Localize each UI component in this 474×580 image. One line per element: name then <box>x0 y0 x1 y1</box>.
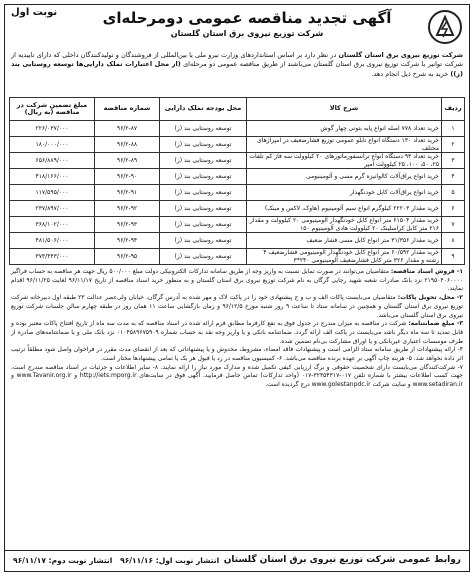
row-number: ۱ <box>442 121 465 137</box>
footer-org: روابط عمومی شرکت توزیع نیروی برق استان گلستان <box>223 555 461 565</box>
guarantee-amount: ۱۱۷/۵۹۵/۰۰۰ <box>10 185 95 201</box>
row-number: ۲ <box>442 137 465 153</box>
term-paragraph <box>11 294 463 320</box>
edition-badge: نوبت اول <box>11 7 58 18</box>
budget-source: توسعه روستایی بند (ز) <box>160 249 247 265</box>
col-row-number: ردیف <box>442 98 465 121</box>
row-number: ۴ <box>442 169 465 185</box>
col-budget-source: محل بودجه تملک دارایی <box>160 98 247 121</box>
term-paragraph <box>11 320 463 346</box>
table-row <box>10 249 465 265</box>
table-header-row <box>10 98 465 121</box>
date2-label: انتشار نوبت دوم: <box>48 556 113 565</box>
item-description: خرید تعداد ۷۷۸ اصله انواع پایه بتونی چهار گوش <box>247 121 442 137</box>
term-text: ۷- شرکت‌کنندگان می‌بایست دارای شخصیت حقوقی و برگ ارزیابی کیفی تکمیل شده و مدارک مورد نیاز را ارائه نمایند. ۸- سایر اطلاعات و جزئیات در اسناد مناقصه مندرج است. جهت کسب اطلاعات بیشتر با شماره تلفن ۰۱۷-۳۲۴۵۴۳۱۷-۰۱۷ (واحد تدارکات) تماس حاصل فرمایید. آگهی فوق در سایت‌های http://iets.mporg.ir و www.Tavanir.org.ir و www.setadiran.ir و سایت شرکت www.golestanpdc.ir درج گردیده است. <box>11 363 463 389</box>
table-row <box>10 185 465 201</box>
guarantee-amount: ۳۷۳/۴۴۳/۰۰۰ <box>10 249 95 265</box>
item-description: خرید مقدار ۲۲۲۰۳ کیلوگرم انواع سیم آلومینیوم (هاوک، لاکس و مینک) <box>247 201 442 217</box>
table-row <box>10 201 465 217</box>
term-paragraph <box>11 364 463 390</box>
date2-value: ۹۶/۱۱/۱۷ <box>13 556 46 565</box>
row-number: ۸ <box>442 233 465 249</box>
guarantee-amount: ۴۱۸/۱۶۶/۰۰۰ <box>10 169 95 185</box>
budget-source: توسعه روستایی بند (ز) <box>160 233 247 249</box>
term-heading: ۳- مبلغ ضمانتنامه: <box>408 320 463 328</box>
notice-header <box>5 5 469 49</box>
page-title: آگهی تجدید مناقصه عمومی دومرحله‌ای <box>102 9 392 27</box>
item-description: خرید تعداد ۹۳ دستگاه انواع ترانسفورماتورهای ۲۰ کیلوولت سه فاز کم تلفات ۲۵، ۵۰، ۱۰۰، ۲۵ کیلوولت آمپر <box>247 153 442 169</box>
term-text: متقاضیان می‌بایست پاکات الف و ب و ج پیشنهادی خود را در پاکت لاک و مهر شده به آدرس گرگان، خیابان ولی‌عصر عدالت ۲۳ طبقه اول دبیرخانه شرکت توزیع نیروی برق استان گلستان و همچنین در سامانه ستاد تا ساعت ۹ روز شنبه مورخ ۹۶/۱۲/۵ و زمان بازگشایی ساعت ۱۱ همان روز در طبقه چهارم سالن جلسات شرکت توزیع نیروی برق استان گلستان می‌باشد. <box>11 294 463 319</box>
footer <box>5 550 469 571</box>
tender-number: ۹۶/۲-۸۷ <box>95 121 160 137</box>
row-number: ۶ <box>442 201 465 217</box>
budget-source: توسعه روستایی بند (ز) <box>160 121 247 137</box>
tender-number: ۹۶/۲-۹۵ <box>95 249 160 265</box>
table-row <box>10 121 465 137</box>
tender-number: ۹۶/۲-۹۰ <box>95 169 160 185</box>
term-paragraph <box>11 346 463 363</box>
tender-number: ۹۶/۲-۹۳ <box>95 217 160 233</box>
intro-tail: خرید به شرح ذیل انجام دهد. <box>371 69 449 78</box>
table-row <box>10 153 465 169</box>
item-description: خرید انواع یراق‌آلات کالوانیزه گرم مسی و آلومینیومی <box>247 169 442 185</box>
guarantee-amount: ۴۸۱/۵۰۶/۰۰۰ <box>10 233 95 249</box>
tender-number: ۹۶/۲-۹۴ <box>95 233 160 249</box>
row-number: ۵ <box>442 185 465 201</box>
item-description: خرید مقدار ۳۱/۳۵۶ متر انواع کابل مسی فشار ضعیف <box>247 233 442 249</box>
intro-lead: شرکت توزیع نیروی برق استان گلستان <box>338 51 463 59</box>
term-text: ۴- ارائه پیشنهادات از طریق سامانه ستاد الزامی است و پیشنهادات فاقد امضاء، مشروط، مخدوش و یا پیشنهاداتی که بعد از انقضای مدت مقرر در فراخوان واصل شود مطلقاً ترتیب اثر داده نخواهد شد. ۵- هزینه چاپ آگهی بر عهده برنده مناقصه می‌باشد. ۶- کمیسیون مناقصه در رد یا قبول هر یک یا تمامی پیشنهادها مختار است. <box>11 346 463 363</box>
budget-source: توسعه روستایی بند (ز) <box>160 137 247 153</box>
budget-source: توسعه روستایی بند (ز) <box>160 153 247 169</box>
budget-source: توسعه روستایی بند (ز) <box>160 201 247 217</box>
table-row <box>10 217 465 233</box>
term-heading: ۱- فروش اسناد مناقصه: <box>390 268 463 275</box>
item-description: خرید انواع یراق‌آلات کابل خودنگهدار <box>247 185 442 201</box>
terms-section <box>5 265 469 438</box>
company-logo-icon <box>427 9 463 45</box>
budget-source: توسعه روستایی بند (ز) <box>160 169 247 185</box>
guarantee-amount: ۲۳۷/۸۹۷/۰۰۰ <box>10 201 95 217</box>
col-description: شرح کالا <box>247 98 442 121</box>
guarantee-amount: ۶۵۶/۸۸۹/۰۰۰ <box>10 153 95 169</box>
table-row <box>10 233 465 249</box>
term-paragraph <box>11 268 463 294</box>
term-heading: ۲- محل، تحویل پاکات: <box>397 294 463 302</box>
guarantee-amount: ۲۲۶/۰۳۷/۰۰۰ <box>10 121 95 137</box>
budget-source: توسعه روستایی بند (ز) <box>160 217 247 233</box>
intro-bold: (از محل اعتبارات تملک دارایی‌ها توسعه روستایی بند (ز)) <box>11 60 463 78</box>
guarantee-amount: ۳۶۸/۱۰۲/۰۰۰ <box>10 217 95 233</box>
tender-number: ۹۶/۲-۹۱ <box>95 185 160 201</box>
term-text: شرکت در مناقصه به میزان مندرج در جدول فوق به نفع کارفرما مطابق فرم ارائه شده در اسناد مناقصه که به مدت سه ماه از تاریخ افتتاح پاکات معتبر بوده و قابل تمدید تا سه ماه دیگر باشد می‌بایست در پاکت الف ارائه گردد. ضمانتنامه بانکی و یا واریز وجه نقد به حساب شماره ۰۱۰۴۵۸۹۶۷۵۹۰۹ نزد بانک ملی و یا ضمانتنامه‌های صادره از طرف موسسات اعتباری غیربانکی و یا اوراق مشارکت بی‌نام تضمین شده. <box>11 320 464 345</box>
item-description: خرید مقدار ۶۰/۵۹۲ متر انواع کابل خودنگهدار آلومینیومی فشارضعیف ۴ رشته و مقدار ۳۲۶ متر کابل فشارضعیف آلومینیومی ۲۴۰*۳ <box>247 249 442 265</box>
footer-dates <box>13 556 219 565</box>
date1-label: انتشار نوبت اول: <box>155 556 220 565</box>
tender-number: ۹۶/۲-۸۹ <box>95 153 160 169</box>
budget-source: توسعه روستایی بند (ز) <box>160 185 247 201</box>
row-number: ۳ <box>442 153 465 169</box>
table-row <box>10 137 465 153</box>
col-tender-number: شماره مناقصه <box>95 98 160 121</box>
col-guarantee-amount: مبلغ تضمین شرکت در مناقصه (به ریال) <box>10 98 95 121</box>
row-number: ۷ <box>442 217 465 233</box>
company-name: شرکت توزیع نیروی برق استان گلستان <box>170 29 324 38</box>
date1-value: ۹۶/۱۱/۱۶ <box>120 556 154 565</box>
items-table <box>9 97 465 265</box>
intro-body: در نظر دارد بر اساس استانداردهای وزارت نیرو ملی یا بین‌المللی از فروشندگان و تولیدکنندگان داخلی که دارای تاییدیه از شرکت توانیر یا شرکت توزیع نیروی برق استان گلستان می‌باشند از طریق مناقصه عمومی دو مرحله‌ای <box>11 51 463 69</box>
item-description: خرید تعداد ۱۳۰ دستگاه انواع تابلو عمومی توزیع فشارضعیف در امپراژهای مختلف <box>247 137 442 153</box>
table-row <box>10 169 465 185</box>
tender-notice <box>4 4 470 572</box>
row-number: ۹ <box>442 249 465 265</box>
tender-number: ۹۶/۲-۹۲ <box>95 201 160 217</box>
tender-number: ۹۶/۲-۸۸ <box>95 137 160 153</box>
guarantee-amount: ۱۸۰/۰۰۰/۰۰۰ <box>10 137 95 153</box>
item-description: خرید مقدار ۶۱۵۰۴ متر انواع کابل خودنگهدار آلومینیومی ۲۰ کیلوولت و مقدار ۲۱۶ متر کابل کراسلینک ۲۰ کیلوولت هادی آلومینیوم ۱۵۰ <box>247 217 442 233</box>
intro-paragraph <box>5 49 469 97</box>
term-text: متقاضیان می‌توانند در صورت تمایل نسبت به واریز وجه از طریق سامانه تدارکات الکترونیکی دولت مبلغ ۵۰۰/۰۰۰ ریال جهت هر مناقصه به حساب فراگیر ۲۱۹۵۰۴۰۶۰۰۰۰ نزد بانک صادرات شعبه شهید رجایی گرگان به نام شرکت توزیع نیروی برق استان گلستان و به منظور خرید اسناد مناقصه از تاریخ ۹۶/۱۱/۱۷ لغایت ۹۶/۱۱/۲۵ اقدام نمایند. <box>11 268 463 293</box>
